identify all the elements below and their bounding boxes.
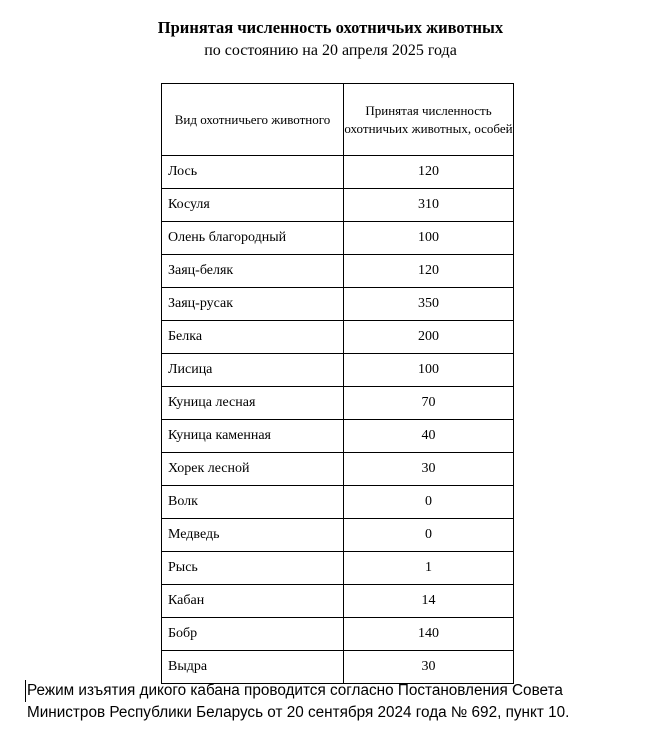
population-count: 310 [344, 189, 514, 222]
table-row [162, 255, 514, 288]
population-count: 100 [344, 222, 514, 255]
population-count: 0 [344, 519, 514, 552]
table-row [162, 618, 514, 651]
species-name: Рысь [162, 552, 344, 585]
population-count: 350 [344, 288, 514, 321]
species-name: Куница лесная [162, 387, 344, 420]
text-cursor [25, 680, 26, 702]
species-name: Лось [162, 156, 344, 189]
species-name: Белка [162, 321, 344, 354]
table-row [162, 321, 514, 354]
population-count: 100 [344, 354, 514, 387]
table-row [162, 651, 514, 684]
population-count: 120 [344, 255, 514, 288]
table-row [162, 486, 514, 519]
population-count: 0 [344, 486, 514, 519]
species-name: Бобр [162, 618, 344, 651]
population-count: 70 [344, 387, 514, 420]
population-table [161, 83, 514, 684]
table-row [162, 222, 514, 255]
column-header-species: Вид охотничьего животного [162, 84, 344, 156]
species-name: Хорек лесной [162, 453, 344, 486]
table-row [162, 189, 514, 222]
table-row [162, 585, 514, 618]
population-count: 1 [344, 552, 514, 585]
population-count: 200 [344, 321, 514, 354]
table-row [162, 354, 514, 387]
footnote-line-1: Режим изъятия дикого кабана проводится согласно Постановления Совета [27, 682, 563, 699]
table-row [162, 420, 514, 453]
species-name: Лисица [162, 354, 344, 387]
footnote-line-2: Министров Республики Беларусь от 20 сентября 2024 года № 692, пункт 10. [27, 704, 570, 721]
footnote [27, 680, 661, 724]
species-name: Косуля [162, 189, 344, 222]
species-name: Медведь [162, 519, 344, 552]
table-row [162, 156, 514, 189]
table-row [162, 552, 514, 585]
document-title: Принятая численность охотничьих животных [157, 18, 504, 37]
population-count: 14 [344, 585, 514, 618]
species-name: Олень благородный [162, 222, 344, 255]
population-count: 30 [344, 651, 514, 684]
table-row [162, 288, 514, 321]
population-count: 30 [344, 453, 514, 486]
table-header-row [162, 84, 514, 156]
species-name: Куница каменная [162, 420, 344, 453]
species-name: Заяц-русак [162, 288, 344, 321]
species-name: Кабан [162, 585, 344, 618]
table-row [162, 453, 514, 486]
population-count: 140 [344, 618, 514, 651]
table-row [162, 519, 514, 552]
column-header-count: Принятая численность охотничьих животных, особей [344, 84, 514, 156]
species-name: Волк [162, 486, 344, 519]
document-subtitle: по состоянию на 20 апреля 2025 года [204, 42, 457, 59]
population-count: 40 [344, 420, 514, 453]
population-count: 120 [344, 156, 514, 189]
species-name: Заяц-беляк [162, 255, 344, 288]
species-name: Выдра [162, 651, 344, 684]
table-row [162, 387, 514, 420]
